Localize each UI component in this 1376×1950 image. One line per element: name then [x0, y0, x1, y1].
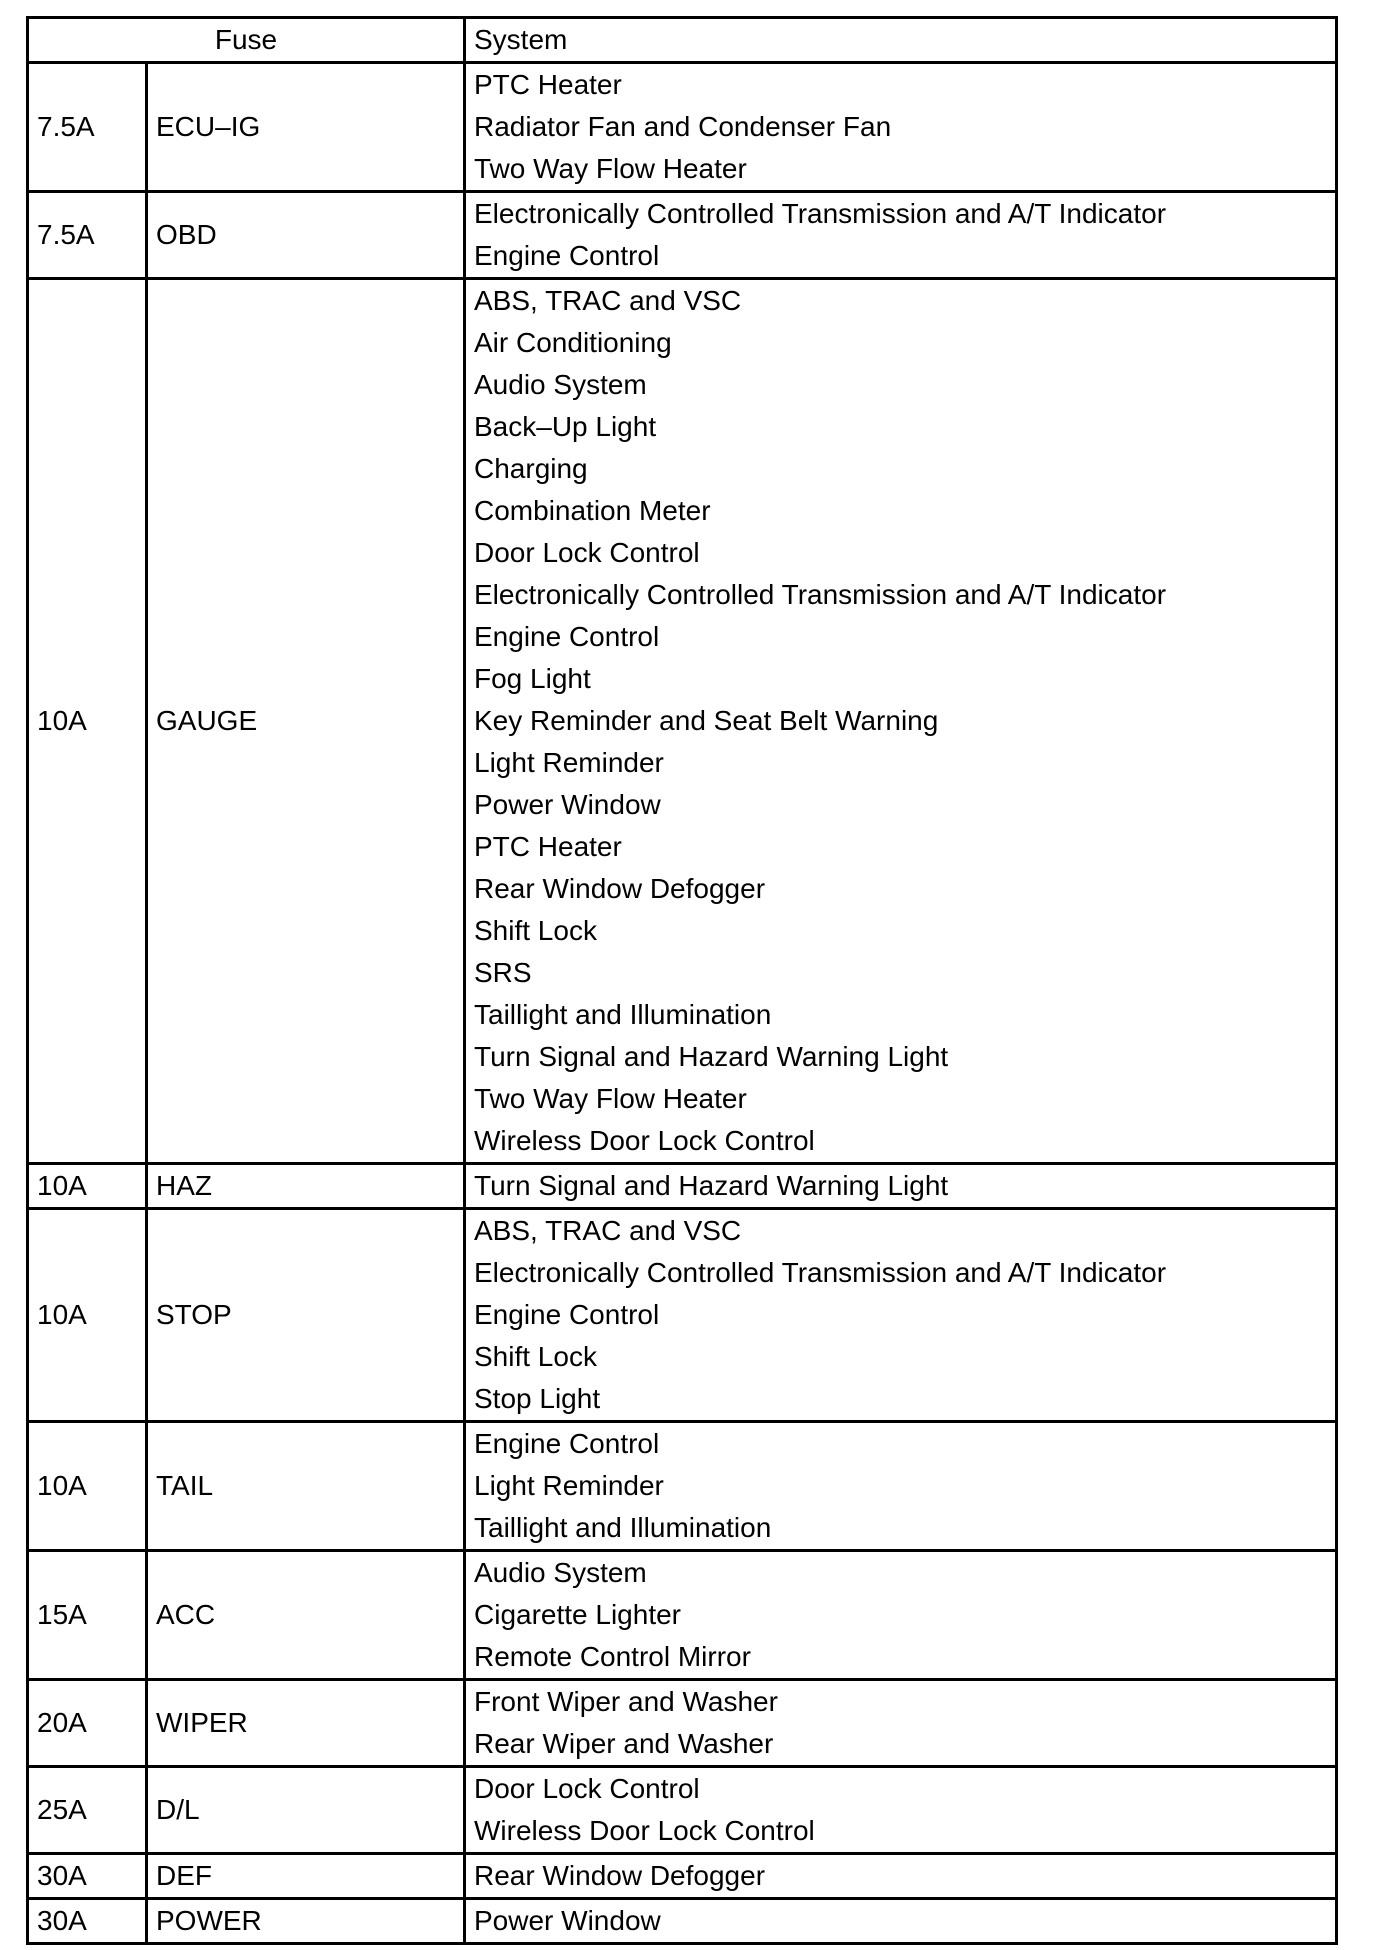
system-item: Two Way Flow Heater — [474, 1083, 747, 1114]
fuse-header: Fuse — [28, 18, 465, 63]
system-item: Electronically Controlled Transmission and A/T Indicator — [474, 579, 1167, 610]
system-item: Engine Control — [474, 1428, 660, 1459]
table-row — [28, 1767, 1337, 1854]
fuse-amperage: 10A — [28, 1422, 147, 1551]
system-item: ABS, TRAC and VSC — [474, 285, 742, 316]
fuse-name: DEF — [147, 1854, 465, 1899]
system-item: Door Lock Control — [474, 1773, 700, 1804]
system-item: Back–Up Light — [474, 411, 657, 442]
system-list — [465, 279, 1337, 1164]
table-row — [28, 279, 1337, 1164]
system-item: Stop Light — [474, 1383, 601, 1414]
system-item: Audio System — [474, 369, 647, 400]
fuse-amperage: 10A — [28, 279, 147, 1164]
fuse-amperage: 20A — [28, 1680, 147, 1767]
fuse-amperage: 10A — [28, 1209, 147, 1422]
system-item: Rear Window Defogger — [474, 1860, 766, 1891]
system-item: Combination Meter — [474, 495, 711, 526]
system-list — [465, 1422, 1337, 1551]
system-item: Air Conditioning — [474, 327, 672, 358]
table-row — [28, 1209, 1337, 1422]
fuse-name: D/L — [147, 1767, 465, 1854]
system-item: Light Reminder — [474, 747, 664, 778]
table-row — [28, 1680, 1337, 1767]
system-item: Charging — [474, 453, 588, 484]
system-item: Electronically Controlled Transmission and A/T Indicator — [474, 1257, 1167, 1288]
system-item: Door Lock Control — [474, 537, 700, 568]
fuse-table-body — [28, 63, 1337, 1944]
table-row — [28, 63, 1337, 192]
system-item: Taillight and Illumination — [474, 1512, 772, 1543]
fuse-name: OBD — [147, 192, 465, 279]
system-item: Rear Window Defogger — [474, 873, 766, 904]
system-item: Radiator Fan and Condenser Fan — [474, 111, 892, 142]
fuse-name: GAUGE — [147, 279, 465, 1164]
table-row — [28, 1854, 1337, 1899]
fuse-amperage: 7.5A — [28, 63, 147, 192]
fuse-name: ECU–IG — [147, 63, 465, 192]
system-list — [465, 63, 1337, 192]
system-item: Turn Signal and Hazard Warning Light — [474, 1041, 949, 1072]
fuse-table — [26, 16, 1338, 1945]
system-item: Rear Wiper and Washer — [474, 1728, 774, 1759]
system-list — [465, 1680, 1337, 1767]
fuse-name: STOP — [147, 1209, 465, 1422]
system-item: ABS, TRAC and VSC — [474, 1215, 742, 1246]
system-item: PTC Heater — [474, 69, 622, 100]
system-item: Wireless Door Lock Control — [474, 1815, 815, 1846]
system-item: Shift Lock — [474, 915, 597, 946]
system-item: Key Reminder and Seat Belt Warning — [474, 705, 939, 736]
system-item: Light Reminder — [474, 1470, 664, 1501]
fuse-amperage: 15A — [28, 1551, 147, 1680]
system-item: Electronically Controlled Transmission and A/T Indicator — [474, 198, 1167, 229]
system-list — [465, 1899, 1337, 1944]
system-item: Fog Light — [474, 663, 591, 694]
system-list — [465, 1551, 1337, 1680]
fuse-amperage: 7.5A — [28, 192, 147, 279]
system-item: Front Wiper and Washer — [474, 1686, 778, 1717]
system-item: Audio System — [474, 1557, 647, 1588]
system-item: Two Way Flow Heater — [474, 153, 747, 184]
fuse-name: POWER — [147, 1899, 465, 1944]
system-item: Shift Lock — [474, 1341, 597, 1372]
fuse-amperage: 30A — [28, 1899, 147, 1944]
fuse-name: WIPER — [147, 1680, 465, 1767]
system-list — [465, 1164, 1337, 1209]
table-row — [28, 1422, 1337, 1551]
fuse-amperage: 30A — [28, 1854, 147, 1899]
fuse-name: TAIL — [147, 1422, 465, 1551]
fuse-name: HAZ — [147, 1164, 465, 1209]
system-item: Engine Control — [474, 1299, 660, 1330]
system-item: Engine Control — [474, 240, 660, 271]
table-row — [28, 1899, 1337, 1944]
system-list — [465, 1209, 1337, 1422]
table-row — [28, 1551, 1337, 1680]
fuse-amperage: 10A — [28, 1164, 147, 1209]
table-row — [28, 192, 1337, 279]
system-list — [465, 192, 1337, 279]
fuse-amperage: 25A — [28, 1767, 147, 1854]
system-item: Engine Control — [474, 621, 660, 652]
table-row — [28, 1164, 1337, 1209]
system-item: Turn Signal and Hazard Warning Light — [474, 1170, 949, 1201]
system-list — [465, 1767, 1337, 1854]
system-item: Wireless Door Lock Control — [474, 1125, 815, 1156]
system-item: Power Window — [474, 1905, 661, 1936]
system-item: PTC Heater — [474, 831, 622, 862]
system-item: Remote Control Mirror — [474, 1641, 751, 1672]
system-item: Taillight and Illumination — [474, 999, 772, 1030]
system-item: SRS — [474, 957, 532, 988]
system-item: Cigarette Lighter — [474, 1599, 682, 1630]
fuse-name: ACC — [147, 1551, 465, 1680]
system-list — [465, 1854, 1337, 1899]
system-item: Power Window — [474, 789, 661, 820]
header-row — [28, 18, 1337, 63]
system-header: System — [465, 18, 1337, 63]
